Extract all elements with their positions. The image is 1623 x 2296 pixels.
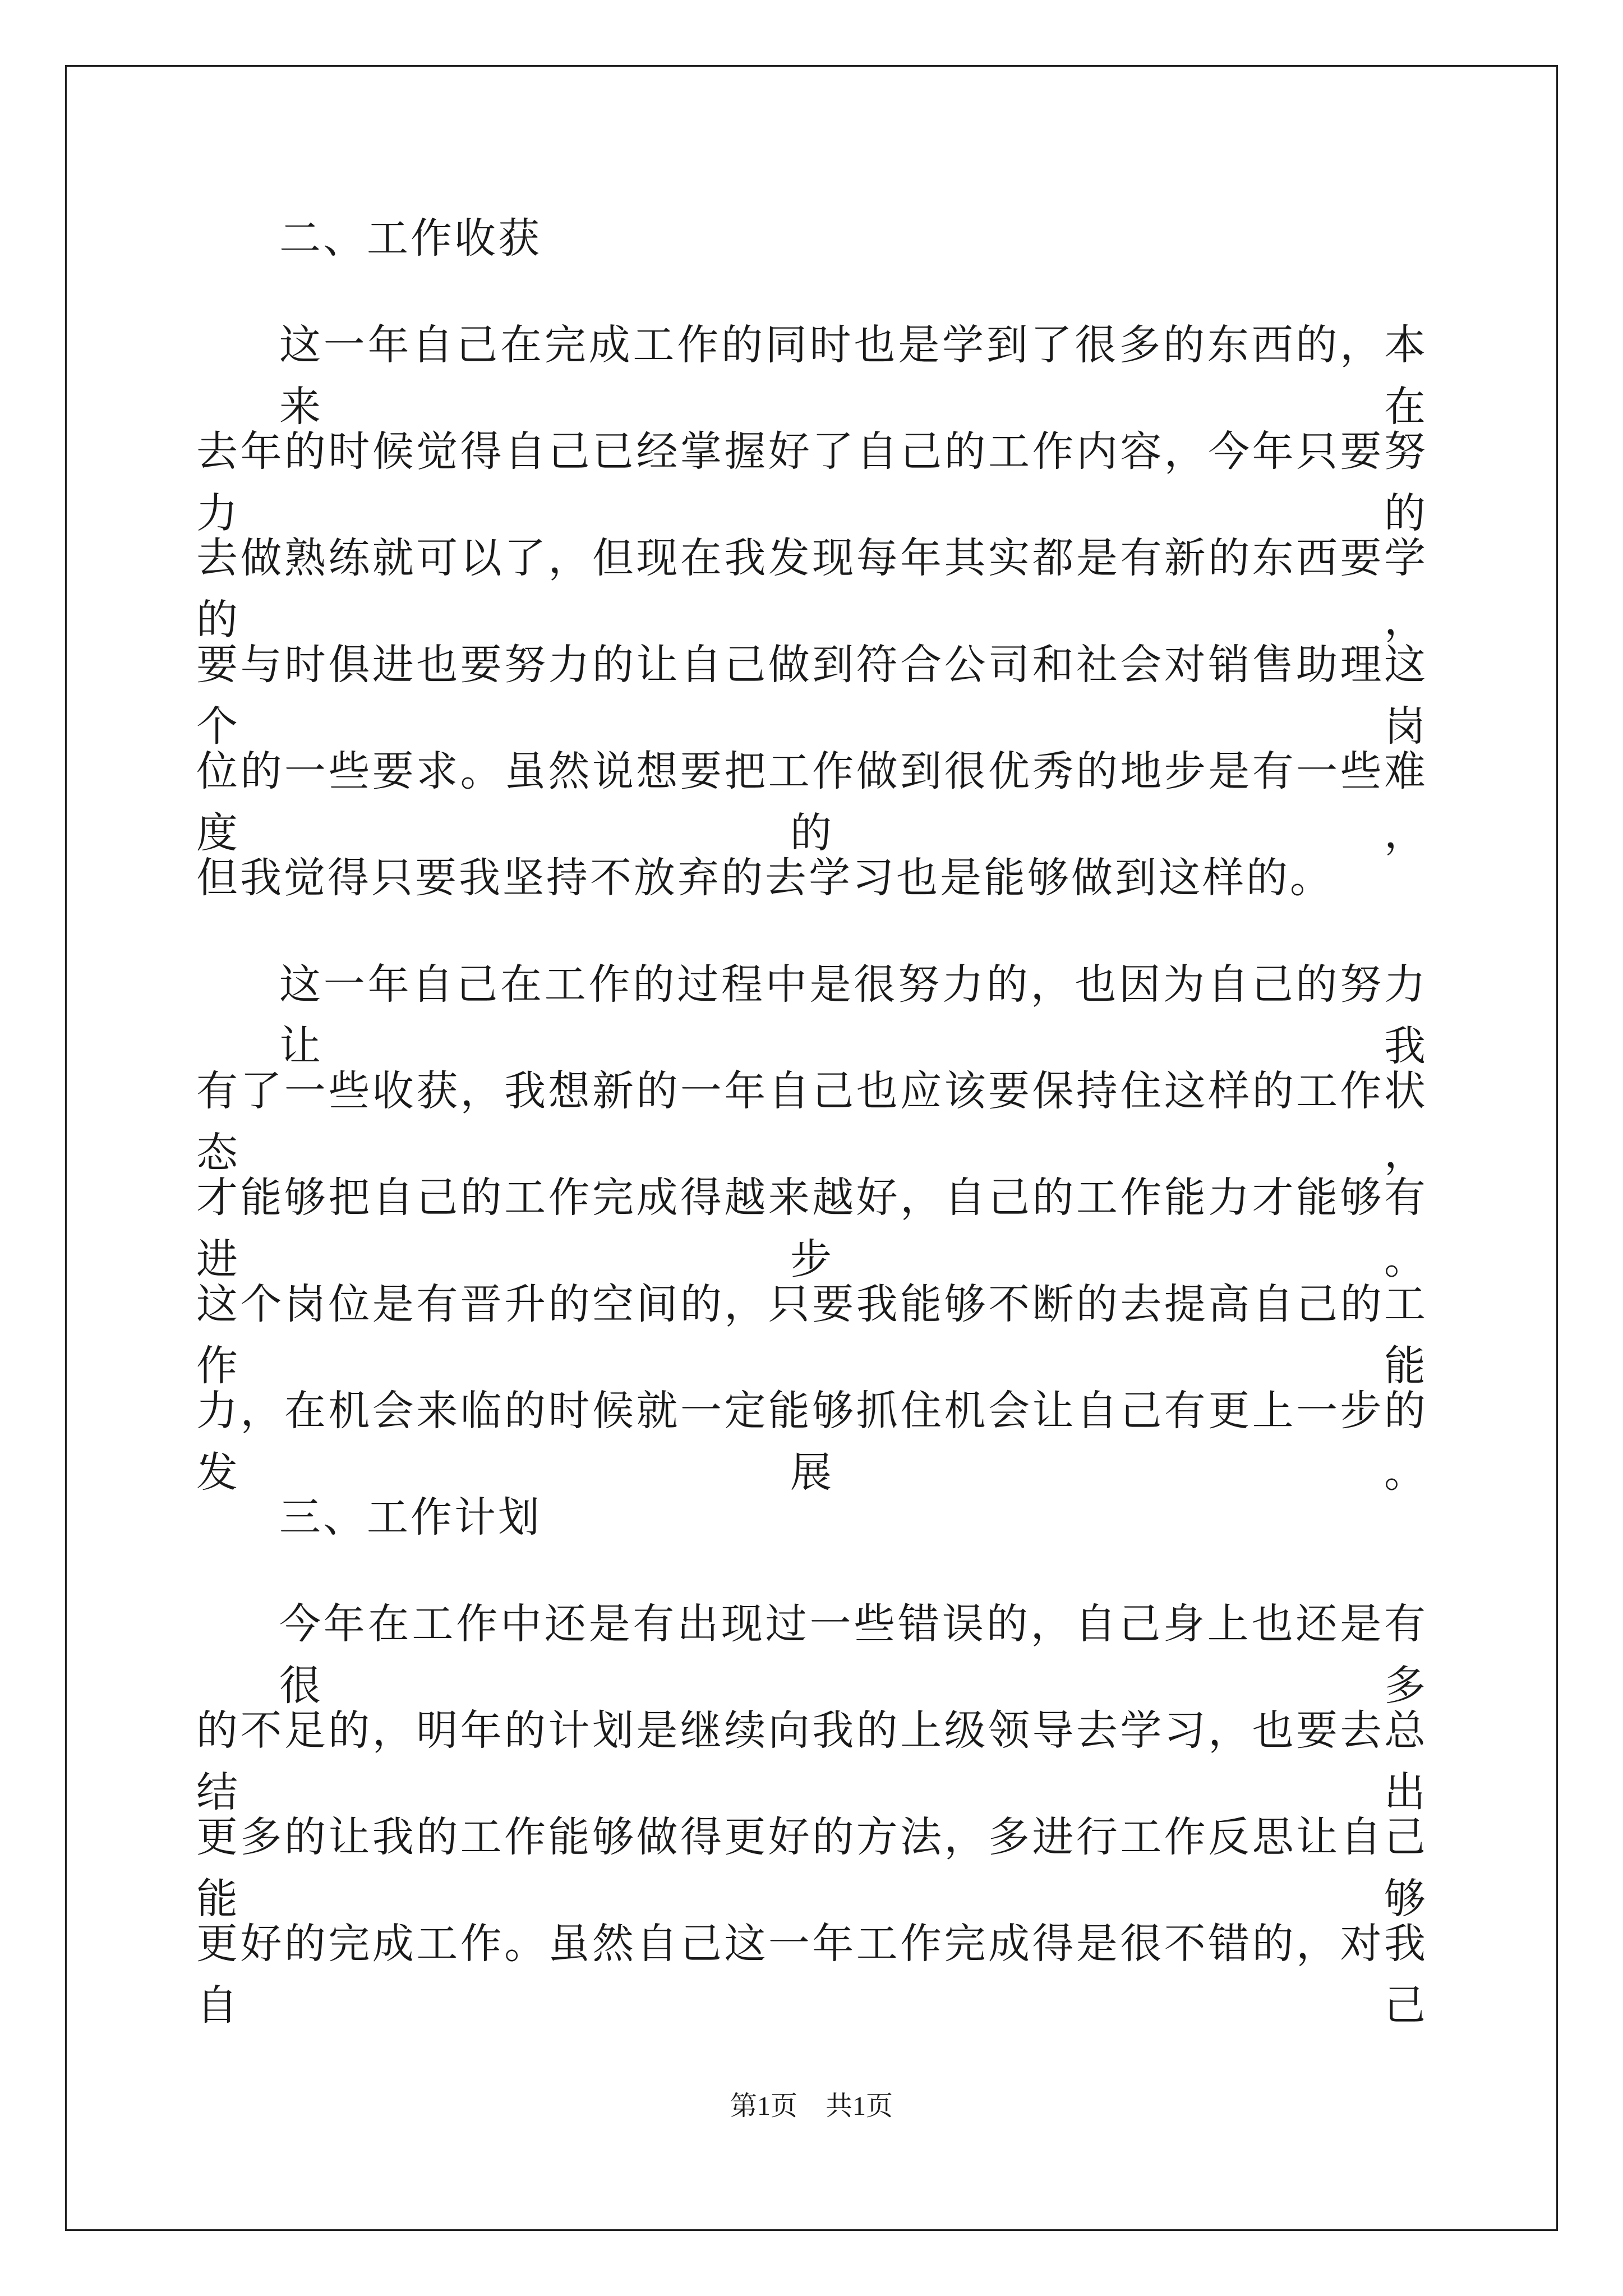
paragraph-line: 这个岗位是有晋升的空间的，只要我能够不断的去提高自己的工作能 bbox=[196, 1280, 1428, 1390]
paragraph-line: 才能够把自己的工作完成得越来越好，自己的工作能力才能够有进步。 bbox=[196, 1174, 1428, 1283]
page-number: 第1页 bbox=[730, 2091, 797, 2121]
paragraph-line: 去年的时候觉得自己已经掌握好了自己的工作内容，今年只要努力的 bbox=[196, 427, 1428, 537]
paragraph-line: 力，在机会来临的时候就一定能够抓住机会让自己有更上一步的发展。 bbox=[196, 1387, 1428, 1497]
paragraph-line: 位的一些要求。虽然说想要把工作做到很优秀的地步是有一些难度的， bbox=[196, 747, 1428, 857]
page-footer bbox=[0, 2090, 1623, 2123]
paragraph-line: 这一年自己在工作的过程中是很努力的，也因为自己的努力让我 bbox=[279, 960, 1428, 1070]
paragraph-line: 要与时俱进也要努力的让自己做到符合公司和社会对销售助理这个岗 bbox=[196, 641, 1428, 751]
paragraph-line: 但我觉得只要我坚持不放弃的去学习也是能够做到这样的。 bbox=[196, 854, 1334, 902]
paragraph-line: 这一年自己在完成工作的同时也是学到了很多的东西的，本来在 bbox=[279, 321, 1428, 431]
paragraph-line: 有了一些收获，我想新的一年自己也应该要保持住这样的工作状态， bbox=[196, 1067, 1428, 1177]
page-total: 共1页 bbox=[826, 2091, 893, 2121]
paragraph-line: 去做熟练就可以了，但现在我发现每年其实都是有新的东西要学的， bbox=[196, 534, 1428, 644]
paragraph-line: 的不足的，明年的计划是继续向我的上级领导去学习，也要去总结出 bbox=[196, 1706, 1428, 1816]
section-heading-work-gains: 二、工作收获 bbox=[279, 214, 542, 263]
paragraph-line: 更好的完成工作。虽然自己这一年工作完成得是很不错的，对我自己 bbox=[196, 1920, 1428, 2030]
paragraph-line: 今年在工作中还是有出现过一些错误的，自己身上也还是有很多 bbox=[279, 1600, 1428, 1710]
section-heading-work-plan: 三、工作计划 bbox=[279, 1493, 542, 1542]
paragraph-line: 更多的让我的工作能够做得更好的方法，多进行工作反思让自己能够 bbox=[196, 1813, 1428, 1923]
